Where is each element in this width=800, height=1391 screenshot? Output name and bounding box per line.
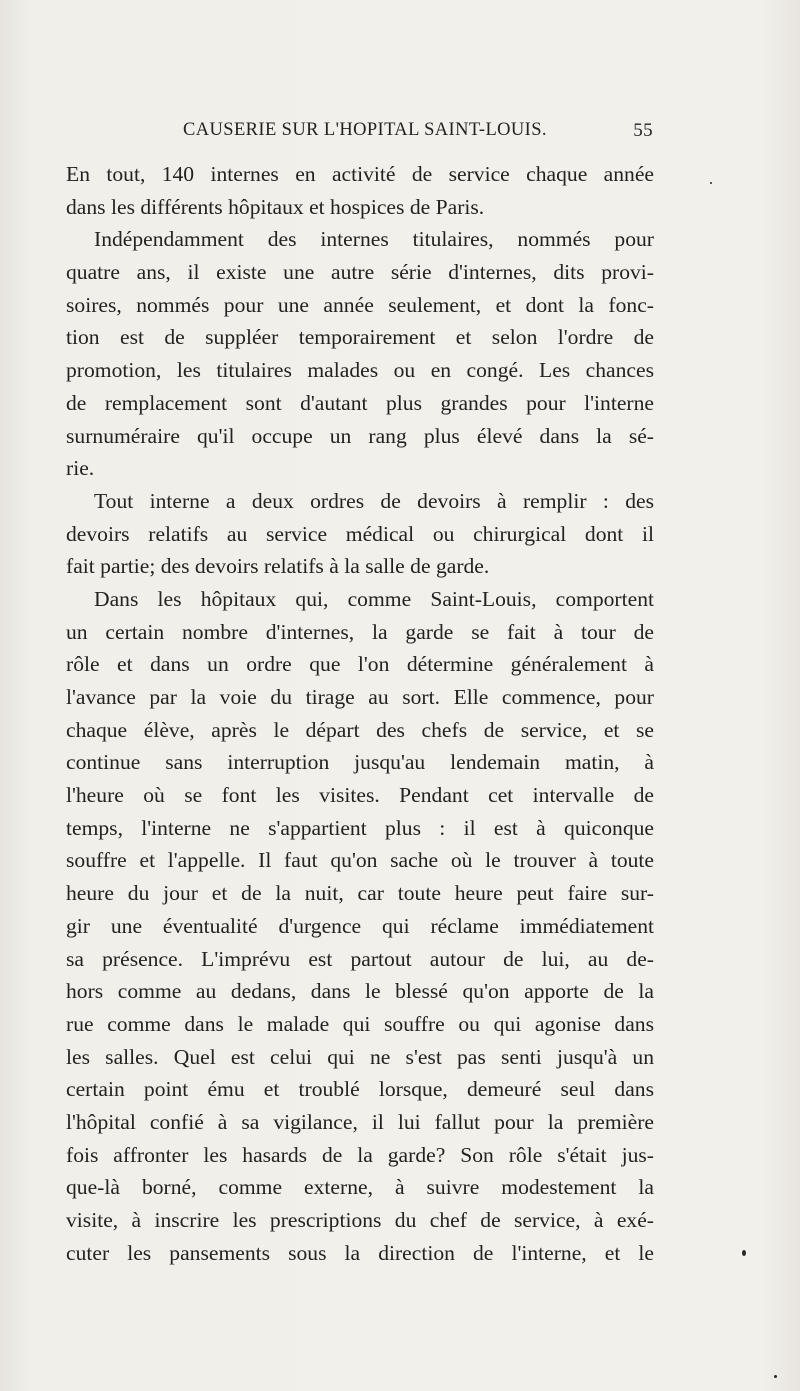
body-text xyxy=(66,158,654,1269)
text-line: heure du jour et de la nuit, car toute heure peut faire sur- xyxy=(66,881,654,906)
text-line: l'hôpital confié à sa vigilance, il lui fallut pour la première xyxy=(66,1109,654,1134)
text-line: rôle et dans un ordre que l'on détermine généralement à xyxy=(66,652,654,677)
ink-speck xyxy=(742,1250,746,1256)
text-line: rue comme dans le malade qui souffre ou qui agonise dans xyxy=(66,1011,654,1036)
text-line: rie. xyxy=(66,456,95,481)
text-line: quatre ans, il existe une autre série d'internes, dits provi- xyxy=(66,260,654,285)
text-line: tion est de suppléer temporairement et selon l'ordre de xyxy=(66,325,654,350)
page-number: 55 xyxy=(633,120,653,141)
text-line: sa présence. L'imprévu est partout autour de lui, au de- xyxy=(66,946,654,971)
text-line: continue sans interruption jusqu'au lendemain matin, à xyxy=(66,750,654,775)
text-line: promotion, les titulaires malades ou en congé. Les chances xyxy=(66,358,654,383)
text-line: Indépendamment des internes titulaires, nommés pour xyxy=(94,227,654,252)
text-line: chaque élève, après le départ des chefs de service, et se xyxy=(66,717,654,742)
text-line: fois affronter les hasards de la garde? Son rôle s'était jus- xyxy=(66,1142,654,1167)
text-line: Dans les hôpitaux qui, comme Saint-Louis, comportent xyxy=(94,586,654,611)
running-title: CAUSERIE SUR L'HOPITAL SAINT-LOUIS. xyxy=(183,120,547,140)
running-header xyxy=(183,120,653,144)
text-line: soires, nommés pour une année seulement, et dont la fonc- xyxy=(66,292,654,317)
text-line: les salles. Quel est celui qui ne s'est pas senti jusqu'à un xyxy=(66,1044,654,1069)
text-line: l'avance par la voie du tirage au sort. Elle commence, pour xyxy=(66,685,654,709)
text-line: certain point ému et troublé lorsque, demeuré seul dans xyxy=(66,1077,654,1102)
text-line: visite, à inscrire les prescriptions du chef de service, à exé- xyxy=(66,1208,654,1232)
text-line: devoirs relatifs au service médical ou chirurgical dont il xyxy=(66,521,654,546)
text-line: de remplacement sont d'autant plus grandes pour l'interne xyxy=(66,390,654,415)
ink-speck xyxy=(710,182,712,184)
text-line: cuter les pansements sous la direction de l'interne, et le xyxy=(66,1240,654,1265)
text-line: surnuméraire qu'il occupe un rang plus élevé dans la sé- xyxy=(66,423,654,448)
text-line: gir une éventualité d'urgence qui réclame immédiatement xyxy=(66,913,654,938)
text-line: l'heure où se font les visites. Pendant cet intervalle de xyxy=(66,783,654,808)
text-line: souffre et l'appelle. Il faut qu'on sache où le trouver à toute xyxy=(66,848,654,873)
text-line: Tout interne a deux ordres de devoirs à remplir : des xyxy=(94,488,654,513)
text-line: hors comme au dedans, dans le blessé qu'on apporte de la xyxy=(66,979,654,1004)
text-line: fait partie; des devoirs relatifs à la salle de garde. xyxy=(66,554,490,579)
text-line: temps, l'interne ne s'appartient plus : il est à quiconque xyxy=(66,815,654,840)
text-line: que-là borné, comme externe, à suivre modestement la xyxy=(66,1175,654,1200)
ink-speck xyxy=(774,1375,777,1378)
text-line: un certain nombre d'internes, la garde se fait à tour de xyxy=(66,619,654,644)
text-line: En tout, 140 internes en activité de service chaque année xyxy=(66,162,654,186)
text-line: dans les différents hôpitaux et hospices de Paris. xyxy=(66,194,485,219)
